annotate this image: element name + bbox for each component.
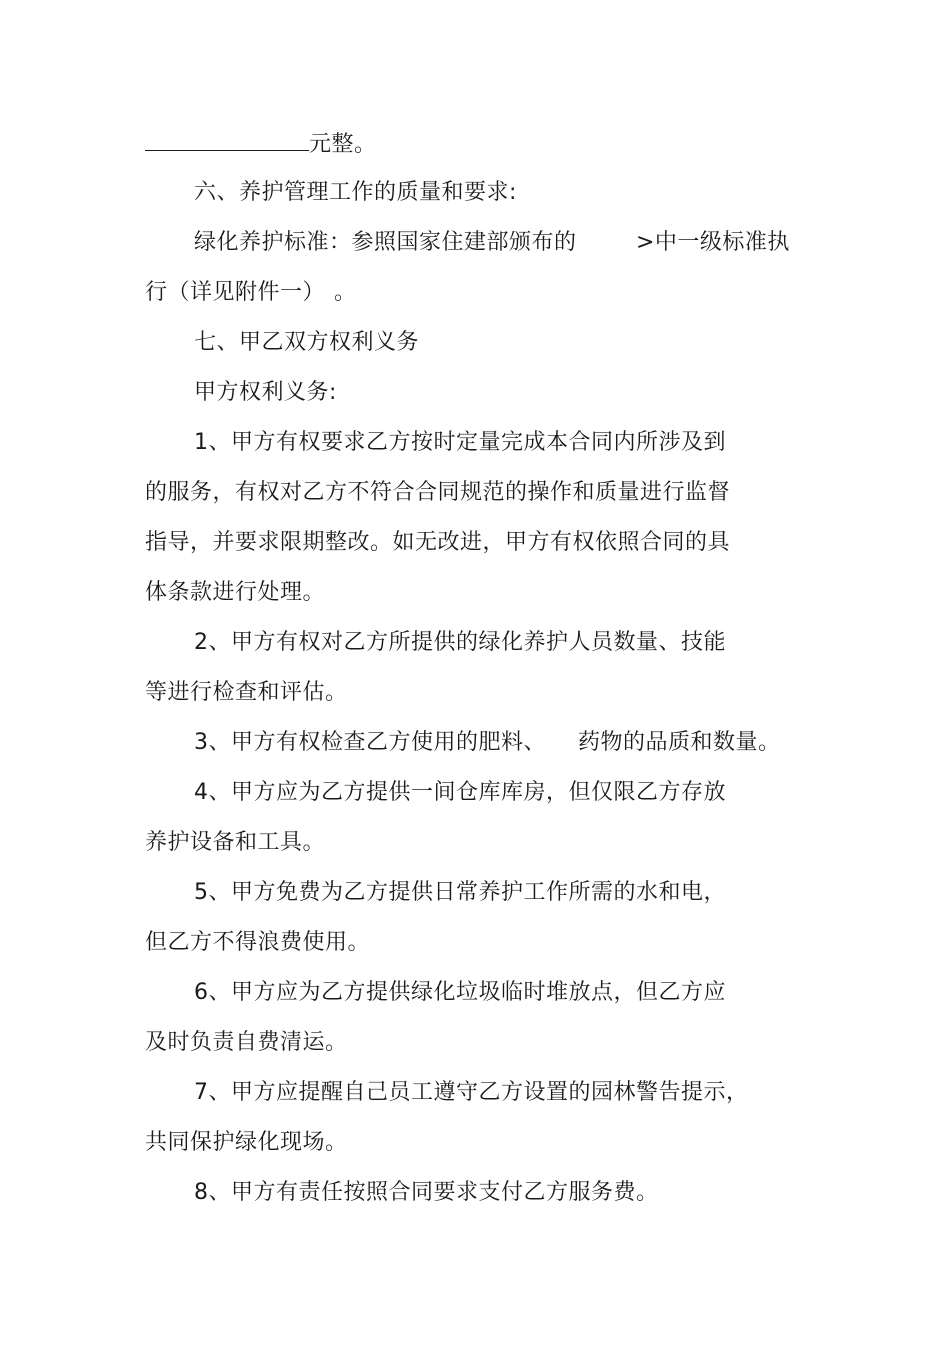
clause-4-cont: 养护设备和工具。 bbox=[145, 830, 326, 855]
text-line: 绿化养护标准：参照国家住建部颁布的 bbox=[194, 230, 577, 255]
text-line: 行（详见附件一） bbox=[145, 280, 326, 305]
section-heading: 七、甲乙双方权利义务 bbox=[194, 330, 420, 355]
text-line: 元整。 bbox=[145, 128, 377, 160]
clause-1: 1、甲方有权要求乙方按时定量完成本合同内所涉及到 bbox=[194, 430, 726, 455]
clause-6-cont: 及时负责自费清运。 bbox=[145, 1030, 348, 1055]
clause-1-cont: 的服务，有权对乙方不符合合同规范的操作和质量进行监督 bbox=[145, 480, 731, 505]
clause-3-cont: 药物的品质和数量。 bbox=[578, 730, 781, 755]
section-heading: 六、养护管理工作的质量和要求: bbox=[194, 180, 517, 205]
fill-in-blank bbox=[145, 128, 309, 151]
clause-5-cont: 但乙方不得浪费使用。 bbox=[145, 930, 371, 955]
clause-2: 2、甲方有权对乙方所提供的绿化养护人员数量、技能 bbox=[194, 630, 726, 655]
clause-1-cont: 指导，并要求限期整改。如无改进，甲方有权依照合同的具 bbox=[145, 530, 731, 555]
clause-4: 4、甲方应为乙方提供一间仓库库房，但仅限乙方存放 bbox=[194, 780, 726, 805]
clause-6: 6、甲方应为乙方提供绿化垃圾临时堆放点，但乙方应 bbox=[194, 980, 726, 1005]
clause-1-cont: 体条款进行处理。 bbox=[145, 580, 326, 605]
clause-2-cont: 等进行检查和评估。 bbox=[145, 680, 348, 705]
clause-7-cont: 共同保护绿化现场。 bbox=[145, 1130, 348, 1155]
clause-7: 7、甲方应提醒自己员工遵守乙方设置的园林警告提示， bbox=[194, 1080, 749, 1105]
text-line: 。 bbox=[334, 280, 357, 305]
clause-3: 3、甲方有权检查乙方使用的肥料、 bbox=[194, 730, 546, 755]
clause-8: 8、甲方有责任按照合同要求支付乙方服务费。 bbox=[194, 1180, 659, 1205]
clause-5: 5、甲方免费为乙方提供日常养护工作所需的水和电， bbox=[194, 880, 726, 905]
text-line: >中一级标准执 bbox=[636, 230, 790, 255]
sub-heading: 甲方权利义务: bbox=[194, 380, 337, 405]
